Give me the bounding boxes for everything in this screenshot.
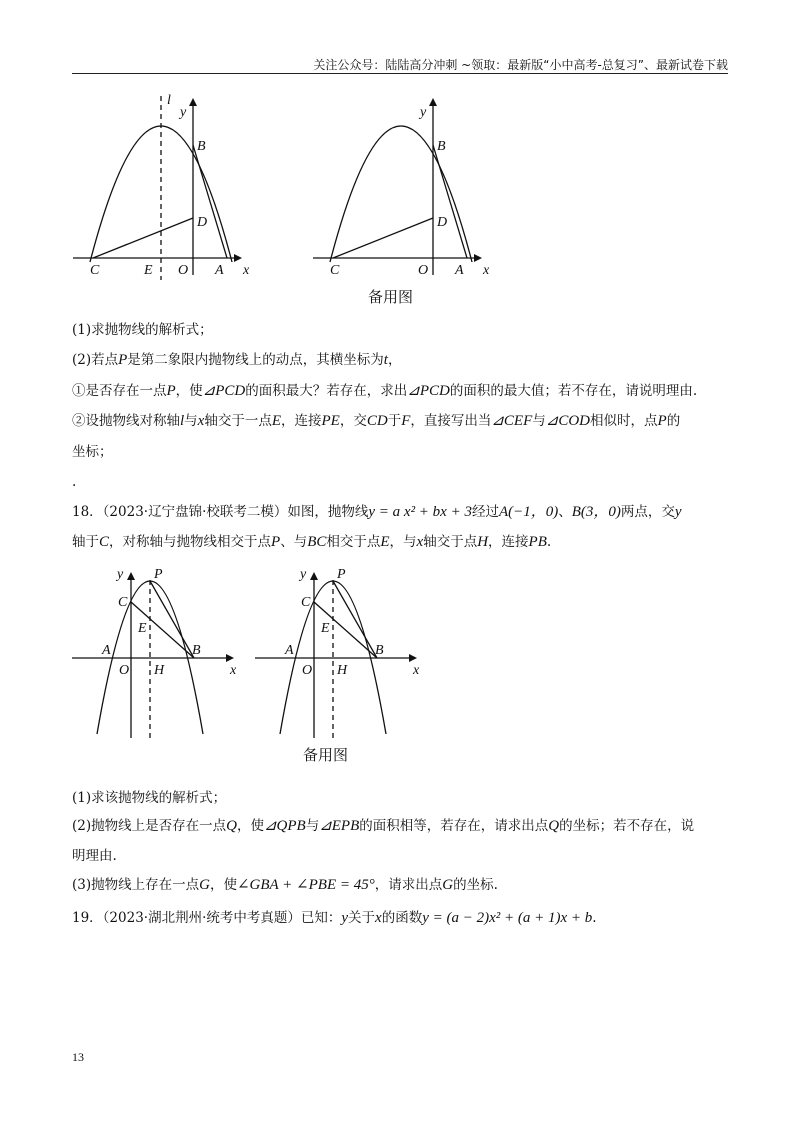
label-C: C <box>90 263 100 278</box>
label-O: O <box>119 663 130 678</box>
figure-17-main <box>70 90 270 280</box>
label-A: A <box>455 263 464 278</box>
label-H: H <box>154 663 165 678</box>
segment-PB <box>333 581 377 658</box>
q17-sub1: ①是否存在一点P，使⊿PCD的面积最大？若存在，求出⊿PCD的面积的最大值；若不存在，请说明理由. <box>72 383 698 399</box>
x-axis-arrow <box>226 654 234 662</box>
figure-18-backup <box>253 562 433 742</box>
segment-BA <box>433 145 467 258</box>
x-axis-arrow <box>474 254 482 262</box>
label-A: A <box>215 263 224 278</box>
q17-dot: . <box>72 474 77 490</box>
label-l: l <box>167 93 171 108</box>
segment-CD <box>93 218 193 258</box>
label-y: y <box>117 567 124 582</box>
q17-part2: (2)若点P是第二象限内抛物线上的动点，其横坐标为t， <box>72 352 402 368</box>
segment-CD <box>333 218 433 258</box>
label-O: O <box>178 263 189 278</box>
label-y: y <box>180 105 187 120</box>
label-y: y <box>420 105 427 120</box>
x-axis-arrow <box>234 254 242 262</box>
label-C: C <box>330 263 340 278</box>
label-x: x <box>483 263 490 278</box>
label-E: E <box>144 263 153 278</box>
label-P: P <box>154 567 163 582</box>
label-D: D <box>197 215 208 230</box>
q17-part1: (1)求抛物线的解析式； <box>72 322 213 338</box>
q18-part2: (2)抛物线上是否存在一点Q，使⊿QPB与⊿EPB的面积相等，若存在，请求出点Q的坐标；若不存在，说 <box>72 818 695 834</box>
label-y: y <box>300 567 307 582</box>
q18-part2-line2: 明理由. <box>72 848 117 864</box>
header-rule <box>72 73 728 74</box>
q18-stem-line2: 轴于C，对称轴与抛物线相交于点P、与BC相交于点E，与x轴交于点H，连接PB. <box>72 534 552 550</box>
q19-stem: 19．（2023·湖北荆州·统考中考真题）已知：y关于x的函数y = (a − 2)x² + (a + 1)x + b. <box>72 910 597 926</box>
q17-sub2: ②设抛物线对称轴l与x轴交于一点E，连接PE，交CD于F，直接写出当⊿CEF与⊿COD相似时，点P的 <box>72 413 681 429</box>
label-B: B <box>375 643 384 658</box>
label-O: O <box>418 263 429 278</box>
y-axis-arrow <box>429 98 437 106</box>
label-P: P <box>337 567 346 582</box>
q17-sub2-line2: 坐标； <box>72 444 113 460</box>
label-C: C <box>118 595 128 610</box>
q18-part1: (1)求该抛物线的解析式； <box>72 790 227 806</box>
parabola <box>330 126 472 262</box>
page-number: 13 <box>72 1050 84 1064</box>
figure-18-main <box>70 562 250 742</box>
figure-17-backup-caption: 备用图 <box>368 288 414 306</box>
figure-18-backup-caption: 备用图 <box>303 746 349 764</box>
label-D: D <box>437 215 448 230</box>
q18-stem: 18．（2023·辽宁盘锦·校联考二模）如图，抛物线y = a x² + bx + 3经过A(−1，0)、B(3，0)两点，交y <box>72 504 682 520</box>
label-B: B <box>197 139 206 154</box>
label-A: A <box>285 643 294 658</box>
figure-17-backup <box>310 90 510 280</box>
label-A: A <box>102 643 111 658</box>
label-E: E <box>321 621 330 636</box>
label-E: E <box>138 621 147 636</box>
label-B: B <box>192 643 201 658</box>
segment-BA <box>193 145 227 258</box>
y-axis-arrow <box>189 98 197 106</box>
y-axis-arrow <box>127 572 135 580</box>
label-C: C <box>301 595 311 610</box>
label-x: x <box>230 663 237 678</box>
label-x: x <box>243 263 250 278</box>
y-axis-arrow <box>310 572 318 580</box>
page-header: 关注公众号：陆陆高分冲刺 ~领取：最新版“小中高考-总复习”、最新试卷下载 <box>313 58 728 72</box>
segment-PB <box>150 581 194 658</box>
q18-part3: (3)抛物线上存在一点G，使∠GBA + ∠PBE = 45°，请求出点G的坐标. <box>72 877 498 893</box>
label-H: H <box>337 663 348 678</box>
label-B: B <box>437 139 446 154</box>
label-O: O <box>302 663 313 678</box>
label-x: x <box>413 663 420 678</box>
x-axis-arrow <box>409 654 417 662</box>
